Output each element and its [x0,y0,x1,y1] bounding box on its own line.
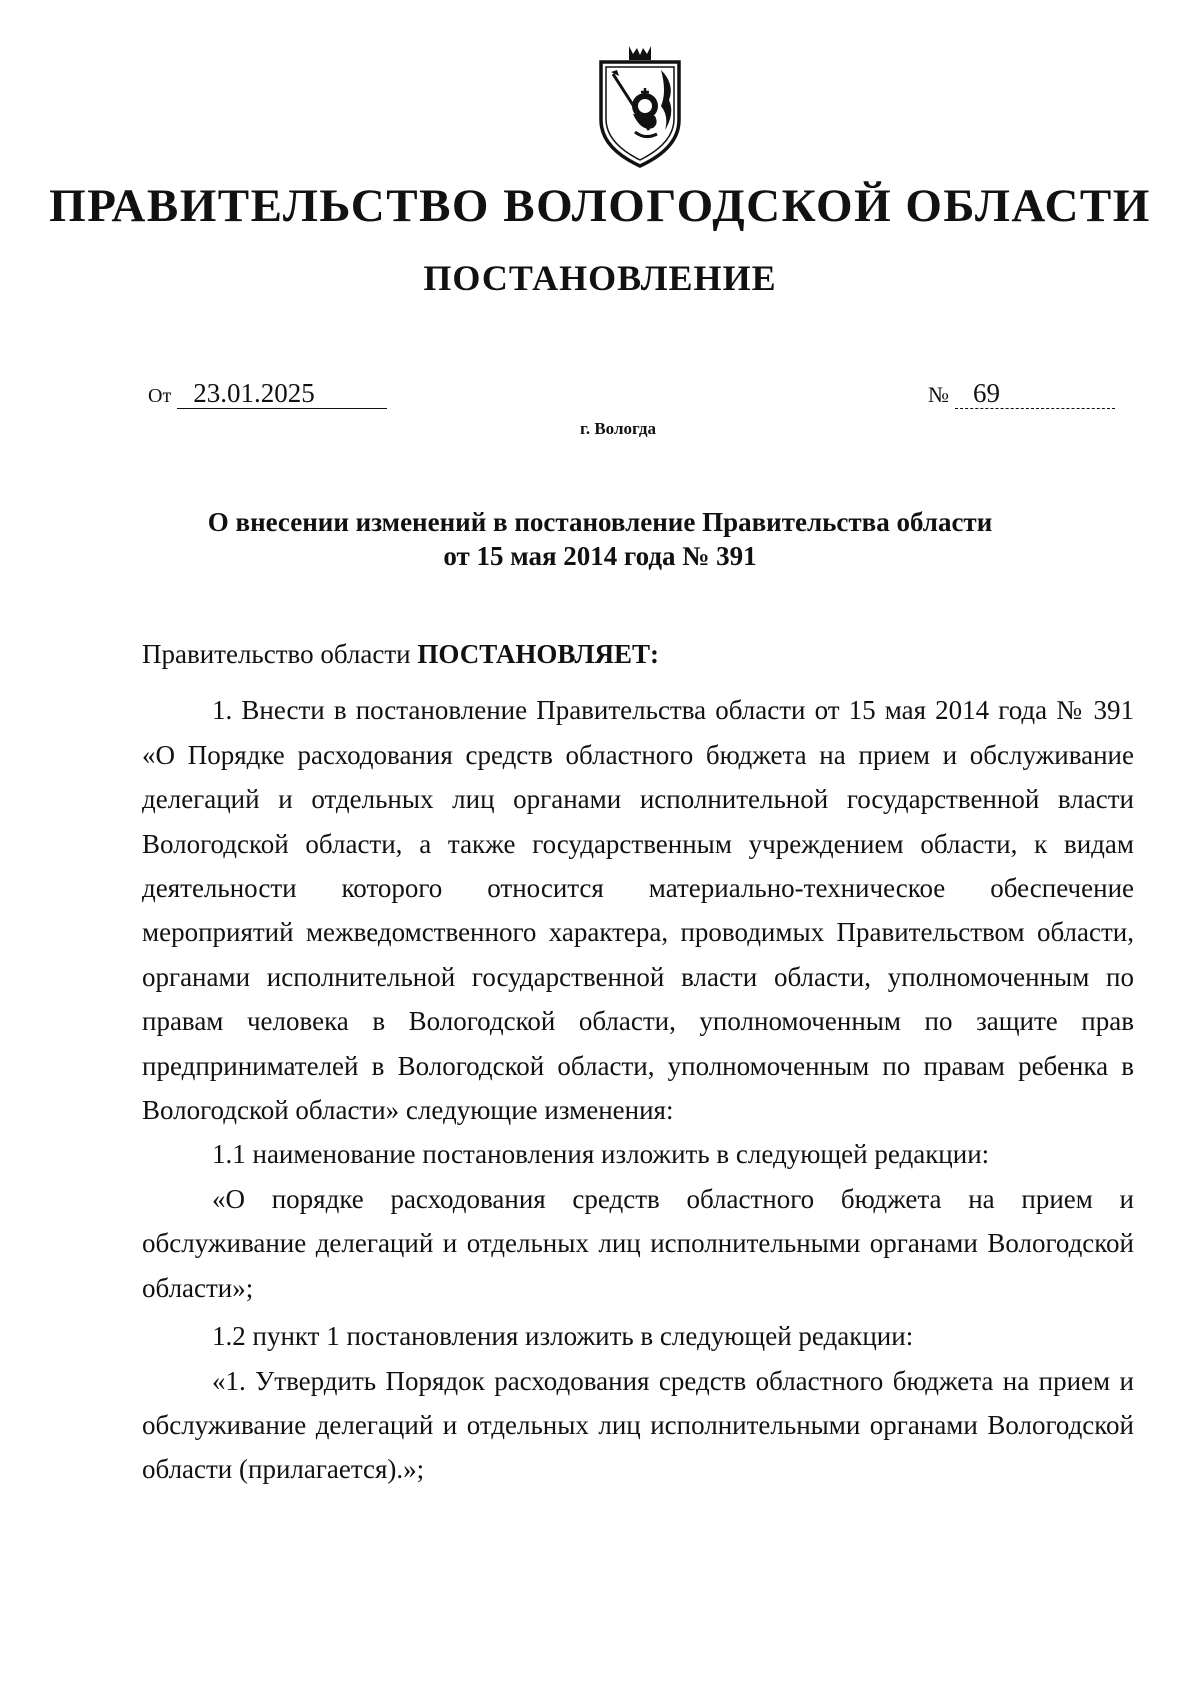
document-date: 23.01.2025 [177,378,387,409]
paragraph-1-1-text: «О порядке расходования средств областного бюджета на прием и обслуживание делегаций и отдельных лиц исполнительными органами Вологодской области»; [142,1183,1134,1303]
subject-line-2: от 15 мая 2014 года № 391 [443,541,757,571]
paragraph-1: 1. Внести в постановление Правительства области от 15 мая 2014 года № 391 «О Порядке расходования средств областного бюджета на прием и обслуживание делегаций и отдельных лиц органами исполнительной государственной власти Вологодской области, а также государственным учреждением области, к видам деятельности которого относится материально-техническое обеспечение мероприятий межведомственного характера, проводимых Правительством области, органами исполнительной государственной власти области, уполномоченным по правам человека в Вологодской области, уполномоченным по защите прав предпринимателей в Вологодской области, уполномоченным по правам ребенка в Вологодской области» следующие изменения: [142,695,1134,1126]
paragraph-1-1: 1.1 наименование постановления изложить в следующей редакции: [212,1139,990,1170]
organization-title: ПРАВИТЕЛЬСТВО ВОЛОГОДСКОЙ ОБЛАСТИ [49,180,1151,232]
number-field [928,378,1115,410]
date-prefix: От [148,385,172,407]
document-type: ПОСТАНОВЛЕНИЕ [423,258,777,298]
intro-text: Правительство области [142,639,418,669]
intro-strong: ПОСТАНОВЛЯЕТ: [417,639,659,669]
document-subject [0,505,1200,573]
number-prefix: № [928,382,949,407]
paragraph-1-2: 1.2 пункт 1 постановления изложить в следующей редакции: [212,1321,914,1352]
coat-of-arms-icon [595,44,685,170]
city: г. Вологда [580,419,656,438]
document-body [142,632,1134,1492]
paragraph-1-2-text: «1. Утвердить Порядок расходования средств областного бюджета на прием и обслуживание делегаций и отдельных лиц исполнительными органами Вологодской области (прилагается).»; [142,1365,1134,1485]
document-number: 69 [955,378,1115,409]
date-field [148,378,387,411]
subject-line-1: О внесении изменений в постановление Правительства области [207,507,993,537]
resolution-intro [142,632,1134,676]
